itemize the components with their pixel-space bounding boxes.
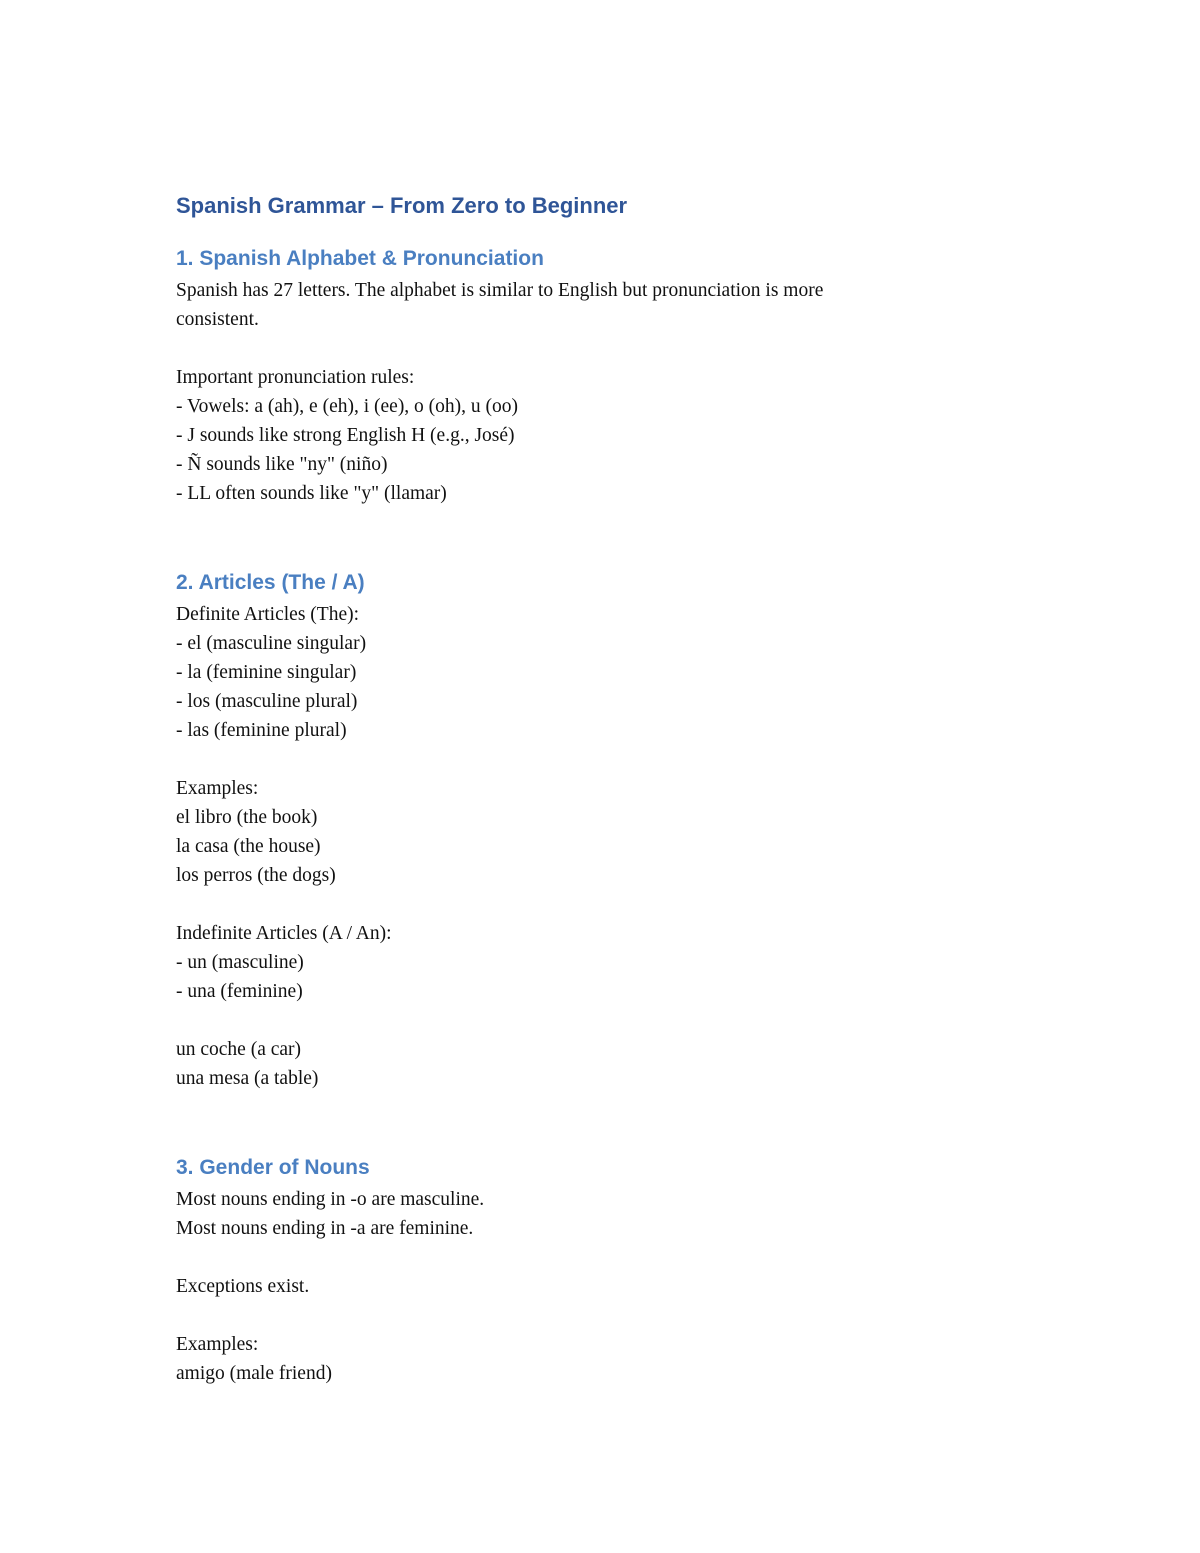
list-item: - LL often sounds like "y" (llamar) [176, 483, 447, 504]
section-heading: 3. Gender of Nouns [176, 1156, 370, 1179]
section-spacer [176, 1122, 1026, 1151]
section-heading: 1. Spanish Alphabet & Pronunciation [176, 247, 544, 270]
paragraph-line: Most nouns ending in -a are feminine. [176, 1218, 474, 1239]
example-item: una mesa (a table) [176, 1068, 319, 1089]
blank-line [176, 508, 1026, 537]
list-item: - un (masculine) [176, 952, 304, 973]
section-heading: 2. Articles (The / A) [176, 571, 365, 594]
blank-line [176, 1243, 1026, 1272]
list-item: - los (masculine plural) [176, 691, 358, 712]
section-alphabet-pronunciation [176, 242, 1026, 508]
paragraph-line: Exceptions exist. [176, 1276, 310, 1297]
blank-line [176, 1301, 1026, 1330]
indefinite-articles-label: Indefinite Articles (A / An): [176, 923, 392, 944]
blank-line [176, 890, 1026, 919]
list-item: - J sounds like strong English H (e.g., José) [176, 425, 515, 446]
paragraph-line: Spanish has 27 letters. The alphabet is similar to English but pronunciation is more [176, 280, 824, 301]
list-item: - el (masculine singular) [176, 633, 367, 654]
document-body [176, 188, 1026, 1388]
example-item: el libro (the book) [176, 807, 318, 828]
list-item: - la (feminine singular) [176, 662, 357, 683]
paragraph-line: consistent. [176, 309, 259, 330]
examples-label: Examples: [176, 778, 259, 799]
list-item: - Vowels: a (ah), e (eh), i (ee), o (oh), u (oo) [176, 396, 519, 417]
section-spacer [176, 537, 1026, 566]
section-gender-of-nouns [176, 1151, 1026, 1388]
example-item: los perros (the dogs) [176, 865, 336, 886]
list-item: - una (feminine) [176, 981, 303, 1002]
blank-line [176, 1093, 1026, 1122]
examples-label: Examples: [176, 1334, 259, 1355]
list-item: - las (feminine plural) [176, 720, 347, 741]
document-title: Spanish Grammar – From Zero to Beginner [176, 193, 628, 218]
definite-articles-label: Definite Articles (The): [176, 604, 360, 625]
paragraph-line: Most nouns ending in -o are masculine. [176, 1189, 485, 1210]
blank-line [176, 745, 1026, 774]
blank-line [176, 1006, 1026, 1035]
section-articles [176, 566, 1026, 1093]
example-item: un coche (a car) [176, 1039, 302, 1060]
rules-label: Important pronunciation rules: [176, 367, 415, 388]
example-item: amigo (male friend) [176, 1363, 332, 1384]
blank-line [176, 334, 1026, 363]
list-item: - Ñ sounds like "ny" (niño) [176, 454, 388, 475]
example-item: la casa (the house) [176, 836, 321, 857]
